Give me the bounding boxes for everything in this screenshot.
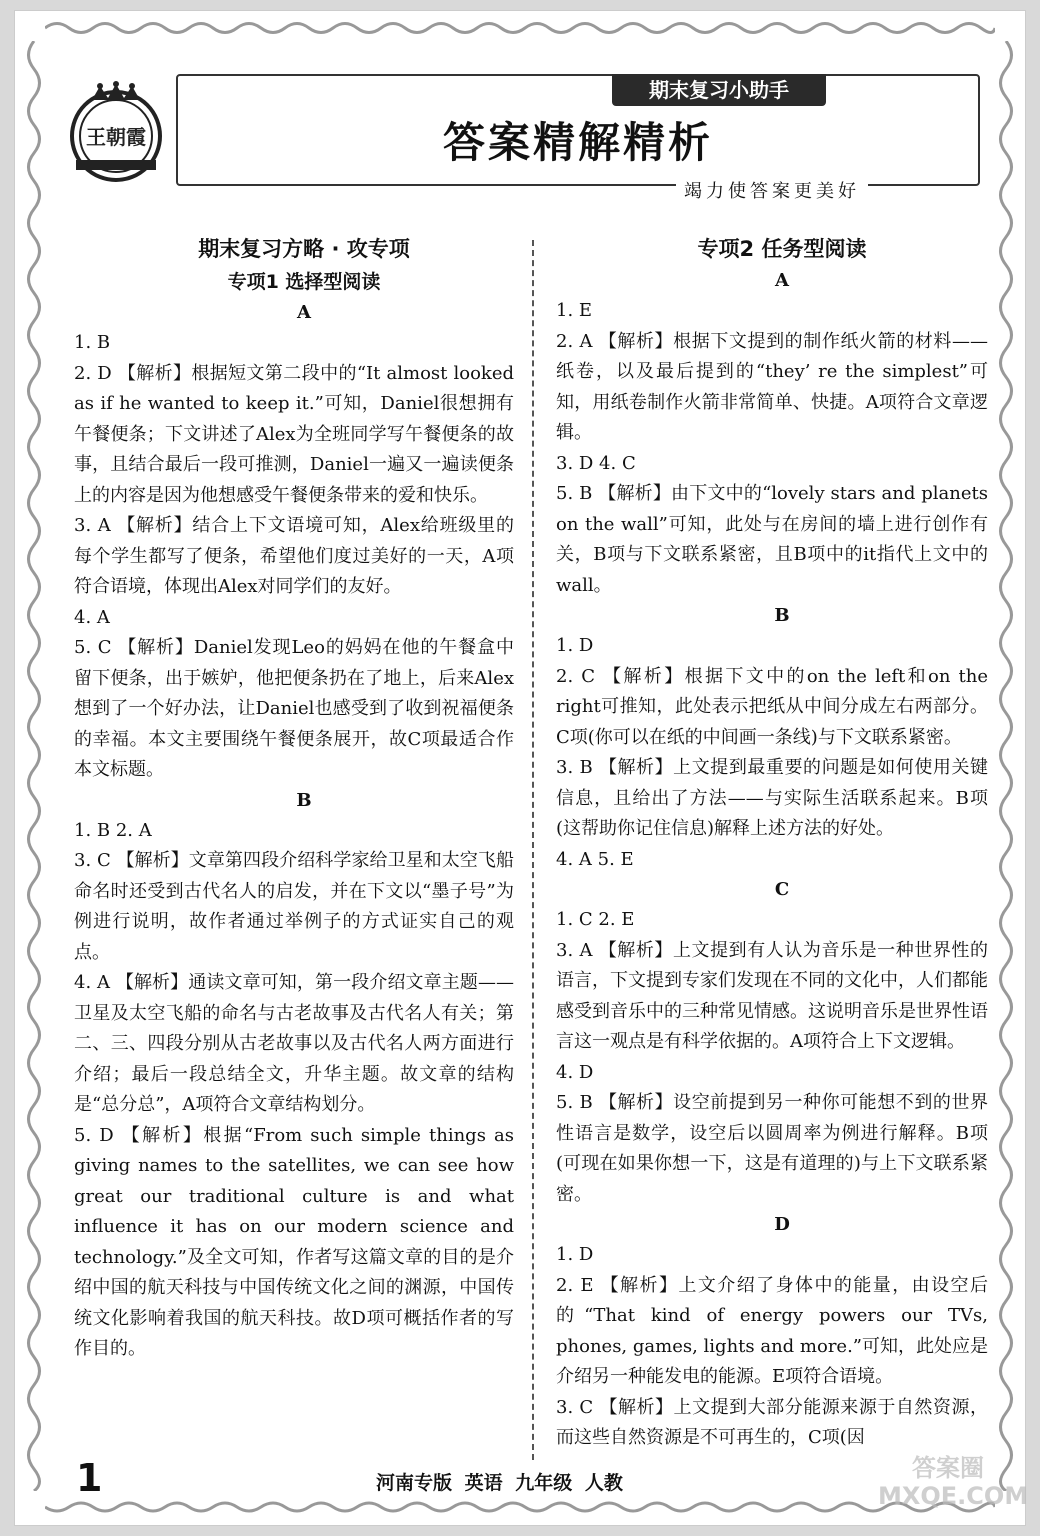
answer-item: 2. A 【解析】根据下文提到的制作纸火箭的材料——纸卷，以及最后提到的“they’ re the simplest”可知，用纸卷制作火箭非常简单、快捷。A项符合文章逻辑。 [556, 330, 988, 443]
answer-item: 5. B 【解析】由下文中的“lovely stars and planets on the wall”可知，此处与在房间的墙上进行创作有关，B项与下文联系紧密，且B项中的it指代上文中的wall。 [556, 483, 988, 596]
answer-item: 1. B 2. A [74, 819, 152, 841]
section-a-heading: A [775, 270, 789, 291]
main-title: 期末复习方略 · 攻专项 [198, 237, 410, 261]
topic1-title: 专项1 选择型阅读 [227, 271, 381, 293]
header-title: 答案精解精析 [442, 118, 713, 167]
brand-logo [62, 78, 170, 186]
answer-item: 1. D [556, 635, 594, 656]
answer-item: 2. C 【解析】根据下文中的on the left和on the right可推知，此处表示把纸从中间分成左右两部分。C项(你可以在纸的中间画一条线)与下文联系紧密。 [556, 665, 988, 748]
answer-item: 2. E 【解析】上文介绍了身体中的能量，由设空后的“That kind of energy powers our TVs, phones, games, lights and more.”可知，此处应是介绍另一种能发电的能源。E项符合语境。 [556, 1274, 989, 1387]
topic2-title: 专项2 任务型阅读 [697, 237, 867, 261]
answer-item: 2. D 【解析】根据短文第二段中的“It almost looked as if he wanted to keep it.”可知，Daniel很想拥有午餐便条；下文讲述了Alex为全班同学写午餐便条的故事，且结合最后一段可推测，Daniel一遍又一遍读便条上的内容是因为他想感受午餐便条带来的爱和快乐。 [74, 362, 514, 506]
page-header [56, 68, 986, 202]
section-a-heading: A [297, 302, 311, 323]
header-title-box [176, 74, 980, 186]
answer-item: 4. A 【解析】通读文章可知，第一段介绍文章主题——卫星及太空飞船的命名与古老故事及古代名人有关；第二、三、四段分别从古老故事以及古代名人两方面进行介绍；最后一段总结全文，升华主题。故文章的结构是“总分总”，A项符合文章结构划分。 [74, 972, 514, 1115]
answer-item: 5. D 【解析】根据“From such simple things as giving names to the satellites, we can see how great our traditional culture is and what influence it has on our modern science and technology.”及全文可知，作者写这篇文章的目的是介绍中国的航天科技与中国传统文化之间的渊源，中国传统文化影响着我国的航天科技。故D项可概括作者的写作目的。 [74, 1124, 514, 1359]
answer-item: 4. A 5. E [556, 848, 634, 870]
section-d-heading: D [774, 1214, 790, 1235]
page-number: 1 [76, 1456, 103, 1500]
answer-item: 3. C 【解析】文章第四段介绍科学家给卫星和太空飞船命名时还受到古代名人的启发，并在下文以“墨子号”为例进行说明，故作者通过举例子的方式证实自己的观点。 [74, 850, 514, 963]
answer-item: 4. A [74, 606, 110, 628]
answer-item: 1. B [74, 332, 111, 353]
footer-edition-text: 河南专版 英语 九年级 人教 [376, 1472, 623, 1494]
header-subtitle: 竭力使答案更美好 [676, 180, 868, 204]
section-b-heading: B [296, 789, 312, 811]
answer-item: 4. D [556, 1061, 594, 1083]
column-divider [532, 240, 534, 1460]
right-column [556, 232, 988, 1454]
watermark-logo: 答案圈 MXQE.COM [878, 1454, 1029, 1510]
answer-item: 1. E [556, 300, 593, 321]
answer-item: 3. A 【解析】结合上下文语境可知，Alex给班级里的每个学生都写了便条，希望他们度过美好的一天，A项符合语境，体现出Alex对同学们的友好。 [74, 515, 514, 597]
left-wave-border [23, 41, 45, 1491]
answer-item: 3. C 【解析】上文提到大部分能源来源于自然资源，而这些自然资源是不可再生的，C项(因 [556, 1396, 988, 1448]
answer-item: 1. C 2. E [556, 909, 635, 930]
answer-item: 5. B 【解析】设空前提到另一种你可能想不到的世界性语言是数学，设空后以圆周率为例进行解释。B项(可现在如果你想一下，这是有道理的)与上下文联系紧密。 [556, 1092, 988, 1205]
section-b-heading: B [774, 605, 790, 626]
answer-item: 3. A 【解析】上文提到有人认为音乐是一种世界性的语言，下文提到专家们发现在不同的文化中，人们都能感受到音乐中的三种常见情感。这说明音乐是世界性语言这一观点是有科学依据的。A项符合上下文逻辑。 [556, 939, 988, 1052]
answer-item: 1. D [556, 1244, 594, 1265]
section-c-heading: C [774, 879, 790, 900]
right-wave-border [995, 41, 1017, 1491]
top-wave-border [45, 19, 995, 37]
answer-item: 5. C 【解析】Daniel发现Leo的妈妈在他的午餐盒中留下便条，出于嫉妒，他把便条扔在了地上，后来Alex想到了一个好办法，让Daniel也感受到了收到祝福便条的幸福。本文主要围绕午餐便条展开，故C项最适合作本文标题。 [74, 637, 514, 780]
answer-item: 3. B 【解析】上文提到最重要的问题是如何使用关键信息，且给出了方法——与实际生活联系起来。B项(这帮助你记住信息)解释上述方法的好处。 [556, 757, 988, 839]
answer-item: 3. D 4. C [556, 452, 636, 474]
header-tab-label: 期末复习小助手 [612, 74, 826, 106]
svg-text:王朝霞: 王朝霞 [86, 125, 146, 149]
left-column [74, 232, 514, 1365]
